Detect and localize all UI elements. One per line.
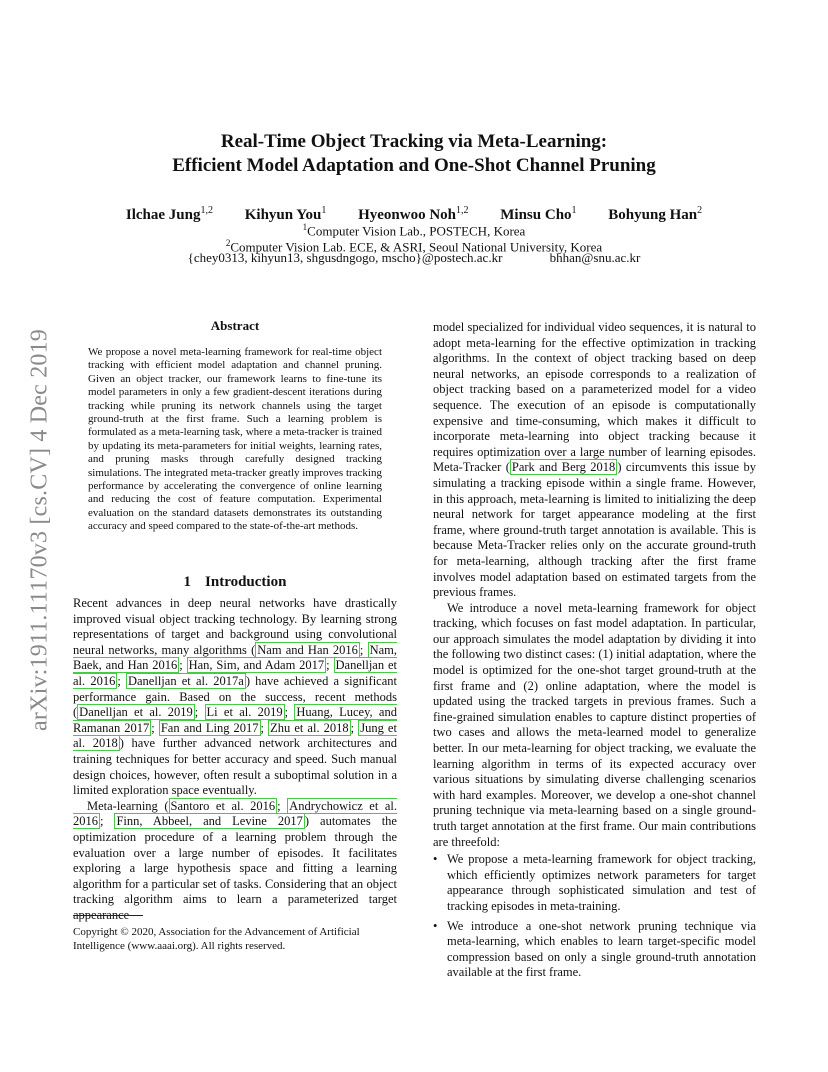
citation-link[interactable]: Andrychowicz et al. 2016	[73, 798, 397, 829]
intro-paragraph-2: Meta-learning ( Santoro et al. 2016 ; Andrychowicz et al. 2016 ; Finn, Abbeel, and Levine 2017 ) automates the optimization procedure of a learning problem through the evaluation over a large number of episodes. It facilitates exploring a large hypothesis space and fitting a learning algorithm for a particular set of tasks. Considering that an object tracking algorithm aims to learn a parameterized target appearance	[73, 798, 397, 922]
title-line-2: Efficient Model Adaptation and One-Shot Channel Pruning	[172, 155, 656, 176]
citation-link[interactable]: Park and Berg 2018	[511, 460, 616, 475]
intro-paragraph-3: model specialized for individual video sequences, it is natural to adopt meta-learning for the effective optimization in tracking algorithms. In the context of object tracking based on deep neural networks, an episode corresponds to a realization of object tracking based on a parameterized model for a video sequence. The execution of an episode is computationally expensive and time-consuming, which makes it difficult to incorporate meta-learning into object tracking because it requires optimization over a large number of learning episodes. Meta-Tracker ( Park and Berg 2018 ) circumvents this issue by simulating a tracking episode within a single frame. However, in this approach, meta-learning is limited to initializing the deep neural network for target appearance modeling at the first frame, where ground-truth target annotation is available. This is because Meta-Tracker relies only on the accurate ground-truth for meta-learning, although tracking after the first frame involves model adaptation based on estimated targets from the previous frames.	[433, 320, 756, 600]
contribution-item: • We introduce a one-shot network pruning technique via meta-learning, which enables to learn target-specific model compression based on only a single ground-truth annotation available at the first frame.	[433, 919, 756, 981]
abstract-body: We propose a novel meta-learning framework for real-time object tracking with efficient model adaptation and channel pruning. Given an object tracker, our framework learns to fine-tune its model parameters in only a few gradient-descent iterations during tracking while pruning its network channels using the target ground-truth at the first frame. Such a learning problem is formulated as a meta-learning task, where a meta-tracker is trained by updating its meta-parameters for initial weights, learning rates, and pruning masks through carefully designed tracking simulations. The integrated meta-tracker greatly improves tracking performance by accelerating the convergence of online learning and reducing the cost of feature computation. Experimental evaluation on the standard datasets demonstrates its outstanding accuracy and speed compared to the state-of-the-art methods.	[88, 346, 382, 533]
citation-link[interactable]: Li et al. 2019	[206, 705, 283, 720]
citation-link[interactable]: Nam, Baek, and Han 2016	[73, 642, 397, 673]
citation-link[interactable]: Jung et al. 2018	[73, 720, 397, 751]
intro-paragraph-1: Recent advances in deep neural networks have drastically improved visual object tracking technology. By learning strong representations of target and background using convolutional neural networks, many algorithms ( Nam and Han 2016 ; Nam, Baek, and Han 2016 ; Han, Sim, and Adam 2017 ; Danelljan et al. 2016 ; Danelljan et al. 2017a ) have achieved a significant performance gain. Based on the success, recent methods ( Danelljan et al. 2019 ; Li et al. 2019 ; Huang, Lucey, and Ramanan 2017 ; Fan and Ling 2017 ; Zhu et al. 2018 ; Jung et al. 2018 ) have further advanced network architectures and training techniques for better accuracy and speed. Such manual design choices, however, often result a suboptimal solution in a limited exploration space eventually.	[73, 596, 397, 798]
citation-link[interactable]: Nam and Han 2016	[257, 642, 358, 657]
right-column	[433, 320, 756, 985]
title-line-1: Real-Time Object Tracking via Meta-Learning:	[220, 131, 608, 152]
citation-link[interactable]: Danelljan et al. 2019	[79, 705, 193, 720]
citation-link[interactable]: Danelljan et al. 2017a	[127, 673, 244, 688]
abstract-heading: Abstract	[210, 318, 260, 333]
email-postech: {chey0313, kihyun13, shgusdngogo, mscho}@postech.ac.kr	[187, 250, 503, 265]
citation-link[interactable]: Han, Sim, and Adam 2017	[188, 658, 325, 673]
contribution-item: • We propose a meta-learning framework for object tracking, which efficiently optimizes network parameters for target appearance through sophisticated simulation and test of tracking episodes in meta-training.	[433, 852, 756, 914]
email-snu: bhhan@snu.ac.kr	[549, 250, 641, 265]
author-emails	[0, 250, 828, 266]
author: Minsu Cho$^1$	[500, 205, 577, 223]
arxiv-identifier: arXiv:1911.11170v3 [cs.CV] 4 Dec 2019	[26, 329, 53, 731]
affiliation-1: $^1$Computer Vision Lab., POSTECH, Korea	[302, 222, 526, 239]
affiliation-2: $^2$Computer Vision Lab. ECE, & ASRI, Seoul National University, Korea	[225, 238, 603, 255]
citation-link[interactable]: Danelljan et al. 2016	[73, 658, 397, 688]
left-column	[73, 596, 397, 923]
author: Ilchae Jung$^{1,2}$	[125, 205, 213, 223]
author: Hyeonwoo Noh$^{1,2}$	[358, 205, 469, 223]
citation-link[interactable]: Finn, Abbeel, and Levine 2017	[116, 814, 303, 829]
citation-link[interactable]: Fan and Ling 2017	[160, 720, 259, 735]
contribution-list	[433, 852, 756, 981]
citation-link[interactable]: Zhu et al. 2018	[270, 720, 349, 735]
footnote-rule	[73, 915, 143, 916]
section-heading: 1 Introduction	[183, 574, 287, 590]
author: Bohyung Han$^2$	[608, 205, 703, 223]
citation-link[interactable]: Huang, Lucey, and Ramanan 2017	[73, 705, 397, 735]
intro-paragraph-4: We introduce a novel meta-learning framework for object tracking, which focuses on fast model adaptation. In particular, our approach simulates the model adaptation by dividing it into the following two distinct cases: (1) initial adaptation, where the model is optimized for the one-shot target ground-truth at the first frame and (2) online adaptation, where the model is updated using the tracked targets in previous frames. Such a fine-grained simulation enables to capture distinct properties of two cases and allows the meta-learned model to generalize better. In our meta-learning for object tracking, we evaluate the learning algorithm in terms of its expected accuracy over various situations by simulating diverse challenging scenarios with hard examples. Moreover, we develop a one-shot channel pruning technique via meta-learning based on a single ground-truth target annotation at the first frame. Our main contributions are threefold:	[433, 600, 756, 849]
author: Kihyun You$^1$	[244, 205, 327, 223]
copyright-footnote: Copyright © 2020, Association for the Advancement of Artificial Intelligence (www.aaai.org). All rights reserved.	[73, 926, 360, 952]
paper-title	[0, 130, 828, 178]
citation-link[interactable]: Santoro et al. 2016	[170, 798, 276, 813]
